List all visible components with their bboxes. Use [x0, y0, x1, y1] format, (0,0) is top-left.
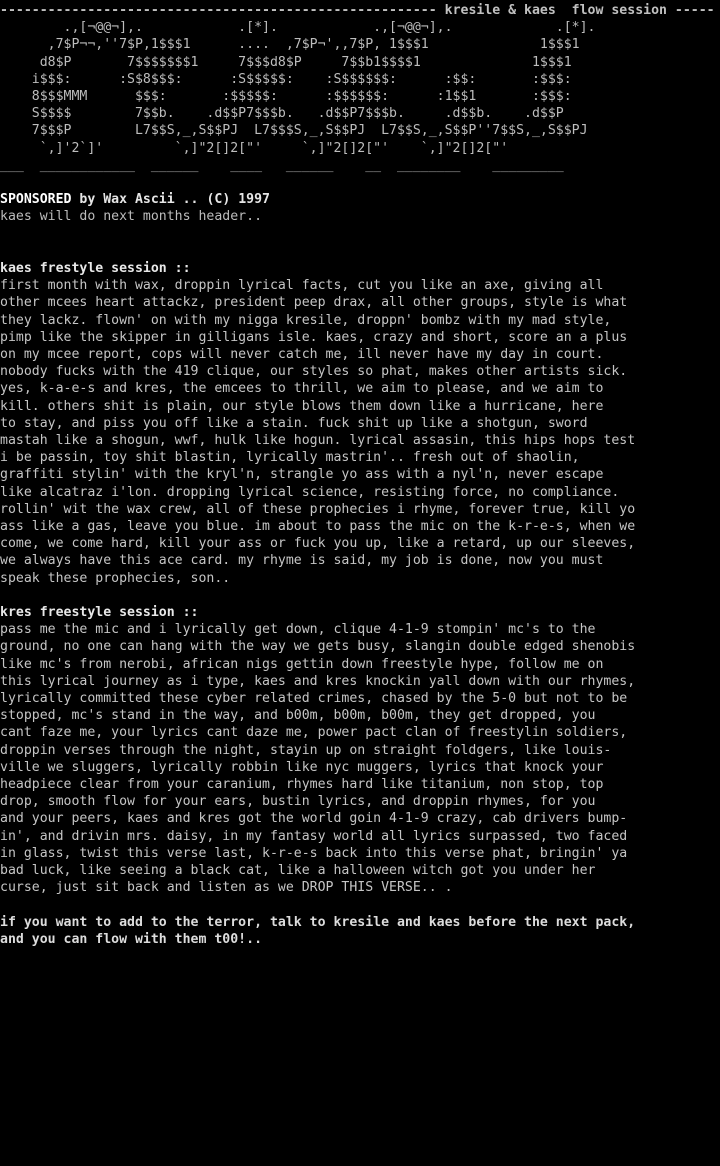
kaes-line-12: like alcatraz i'lon. dropping lyrical science, resisting force, no compliance. [0, 484, 620, 500]
kres-line-10: drop, smooth flow for your ears, bustin lyrics, and droppin rhymes, for you [0, 794, 596, 810]
ascii-banner-line-4: 8$$$MMM $$$: :$$$$$: :$$$$$$: :1$$1 :$$$: [0, 89, 572, 105]
kaes-line-13: rollin' wit the wax crew, all of these prophecies i rhyme, forever true, kill yo [0, 501, 636, 517]
kaes-line-9: mastah like a shogun, wwf, hulk like hogun. lyrical assasin, this hips hops test [0, 433, 636, 449]
kres-line-15: curse, just sit back and listen as we DROP THIS VERSE.. . [0, 880, 453, 896]
footer-line-1: and you can flow with them t00!.. [0, 931, 263, 947]
kres-line-2: like mc's from nerobi, african nigs gettin down freestyle hype, follow me on [0, 656, 604, 672]
spacer-2 [0, 243, 720, 260]
section-title-kres: kres freestyle session :: [0, 605, 199, 621]
kres-line-7: droppin verses through the night, stayin up on straight foldgers, like louis- [0, 742, 612, 758]
kaes-line-8: to stay, and piss you off like a stain. fuck shit up like a shotgun, sword [0, 415, 588, 431]
kaes-line-0: first month with wax, droppin lyrical facts, cut you like an axe, giving all [0, 278, 604, 294]
kres-line-8: ville we sluggers, lyrically robbin like nyc muggers, lyrics that knock your [0, 759, 604, 775]
kres-line-11: and your peers, kaes and kres got the world goin 4-1-9 crazy, cab drivers bump- [0, 811, 628, 827]
kres-line-9: headpiece clear from your caranium, rhymes hard like titanium, non stop, top [0, 777, 604, 793]
ascii-banner-line-2: d8$P 7$$$$$$$1 7$$$d8$P 7$$b1$$$$1 1$$$1 [0, 54, 572, 70]
kaes-line-5: nobody fucks with the 419 clique, our styles so phat, makes other artists sick. [0, 364, 628, 380]
kres-line-6: cant faze me, your lyrics cant daze me, power pact clan of freestylin soldiers, [0, 725, 628, 741]
sponsored-label: SPONSORED [0, 192, 72, 208]
ascii-banner-line-5: S$$$$ 7$$b. .d$$P7$$$b. .d$$P7$$$b. .d$$b. .d$$P [0, 106, 564, 122]
section-title-kaes: kaes frestyle session :: [0, 261, 191, 276]
kaes-line-7: kill. others shit is plain, our style blows them down like a hurricane, here [0, 398, 604, 414]
kaes-line-17: speak these prophecies, son.. [0, 570, 231, 586]
kaes-line-6: yes, k-a-e-s and kres, the emcees to thrill, we aim to please, and we aim to [0, 381, 604, 397]
header-rule-left: ------------------------------------------------------- [0, 3, 437, 18]
kres-line-12: in', and drivin mrs. daisy, in my fantasy world all lyrics surpassed, two faced [0, 828, 628, 844]
kres-line-14: bad luck, like seeing a black cat, like a halloween witch got you under her [0, 863, 596, 879]
ascii-banner-line-0: .,[¬@@¬],. .[*]. .,[¬@@¬],. .[*]. [0, 20, 596, 36]
header-title-bar [0, 0, 720, 19]
sponsor-note: kaes will do next months header.. [0, 209, 263, 225]
ascii-banner-line-3: i$$$: :S$8$$$: :S$$$$$: :S$$$$$$: :$$: :$$$: [0, 71, 572, 87]
kres-line-4: lyrically committed these cyber related crimes, chased by the 5-0 but not to be [0, 691, 628, 707]
ascii-banner-bottom-rule: ___ ____________ ______ ____ ______ __ ________ _________ [0, 157, 564, 173]
spacer-after-banner [0, 174, 720, 191]
kres-line-13: in glass, twist this verse last, k-r-e-s back into this verse phat, bringin' ya [0, 845, 628, 861]
kaes-line-2: they lackz. flown' on with my nigga kresile, droppn' bombz with my mad style, [0, 312, 612, 328]
kaes-line-15: come, we come hard, kill your ass or fuck you up, like a retard, up our sleeves, [0, 536, 636, 552]
kres-line-3: this lyrical journey as i type, kaes and kres knockin yall down with our rhymes, [0, 673, 636, 689]
sponsor-line [0, 191, 720, 208]
kres-line-5: stopped, mc's stand in the way, and b00m, b00m, b00m, they get dropped, you [0, 708, 596, 724]
kres-line-1: ground, no one can hang with the way we gets busy, slangin double edged shenobis [0, 639, 636, 655]
kaes-line-3: pimp like the skipper in gilligans isle. kaes, crazy and short, score an a plus [0, 329, 628, 345]
kres-line-0: pass me the mic and i lyrically get down, clique 4-1-9 stompin' mc's to the [0, 622, 596, 638]
spacer-1 [0, 226, 720, 243]
kaes-line-14: ass like a gas, leave you blue. im about to pass the mic on the k-r-e-s, when we [0, 519, 636, 535]
kaes-line-11: graffiti stylin' with the kryl'n, strangle yo ass with a nyl'n, never escape [0, 467, 604, 483]
kaes-line-1: other mcees heart attackz, president peep drax, all other groups, style is what [0, 295, 628, 311]
kaes-line-16: we always have this ace card. my rhyme is said, my job is done, now you must [0, 553, 604, 569]
spacer-3 [0, 587, 720, 604]
kaes-line-4: on my mcee report, cops will never catch me, ill never have my day in court. [0, 347, 604, 363]
spacer-4 [0, 897, 720, 914]
sponsored-text: by Wax Ascii .. (C) 1997 [71, 192, 270, 208]
header-title: kresile & kaes flow session [444, 3, 667, 18]
kaes-line-10: i be passin, toy shit blastin, lyrically mastrin'.. fresh out of shaolin, [0, 450, 580, 466]
ascii-banner-line-1: ,7$P¬¬,''7$P,1$$$1 .... ,7$P¬',,7$P, 1$$$1 1$$$1 [0, 37, 580, 53]
header-rule-right: ----- [674, 3, 715, 18]
ascii-banner-line-6: 7$$$P L7$$S,_,S$$PJ L7$$$S,_,S$$PJ L7$$S,_,S$$P''7$$S,_,S$$PJ [0, 123, 588, 139]
ascii-banner-line-7: `,]'2`]' `,]"2[]2["' `,]"2[]2["' `,]"2[]2["' [0, 140, 509, 156]
footer-line-0: if you want to add to the terror, talk to kresile and kaes before the next pack, [0, 914, 636, 930]
